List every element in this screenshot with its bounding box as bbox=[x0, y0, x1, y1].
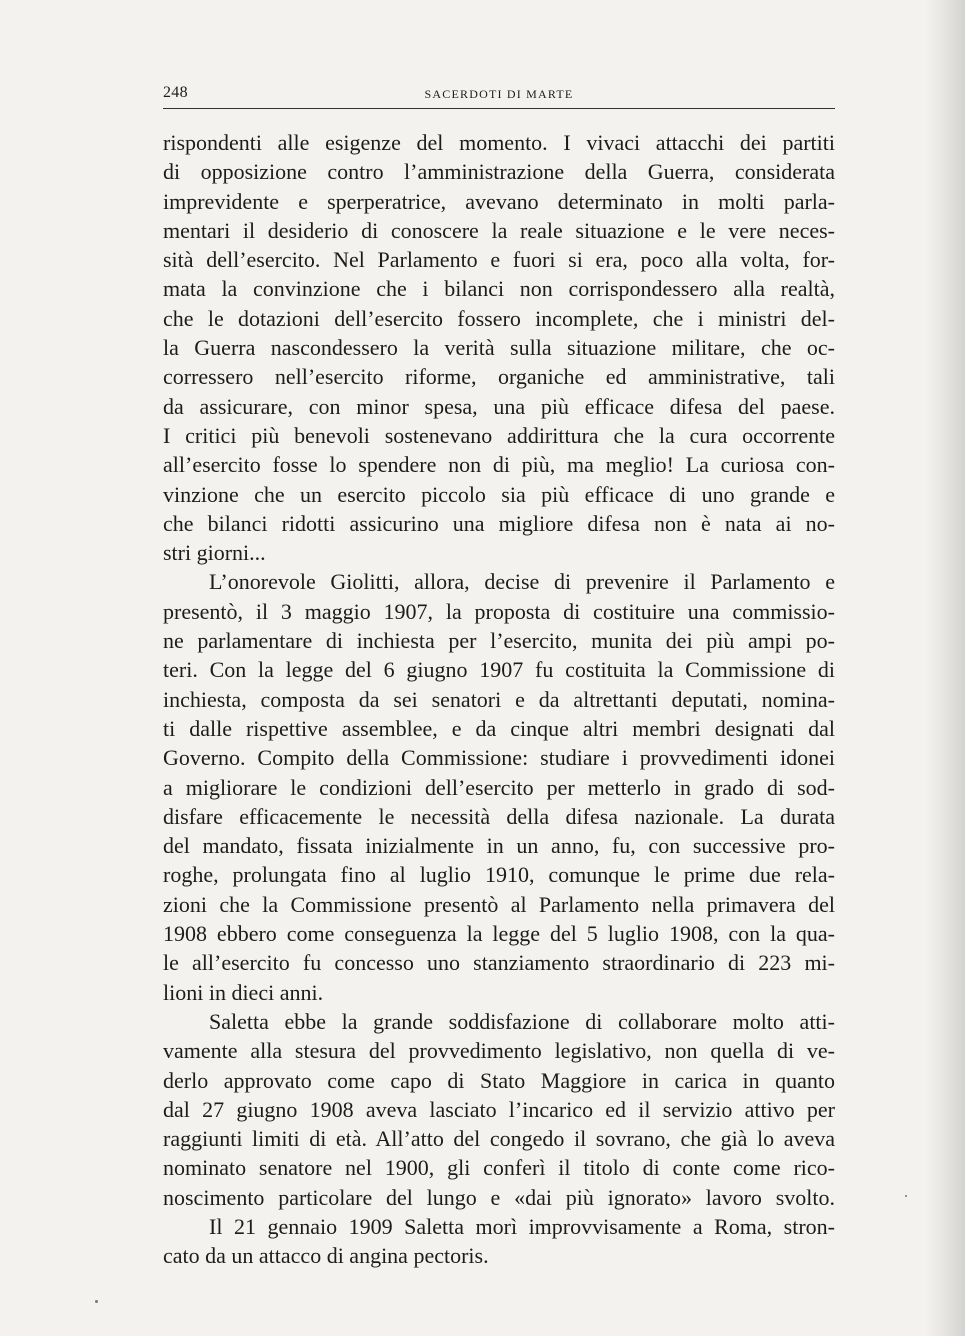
text-line: cato da un attacco di angina pectoris. bbox=[163, 1243, 489, 1269]
text-line: stri giorni... bbox=[163, 540, 266, 566]
text-line: presentò, il 3 maggio 1907, la proposta di costituire una commissio- bbox=[163, 598, 835, 624]
text-line: corressero nell’esercito riforme, organiche ed amministrative, tali bbox=[163, 364, 835, 390]
text-line: lioni in dieci anni. bbox=[163, 979, 324, 1005]
text-line: la Guerra nascondessero la verità sulla situazione militare, che oc- bbox=[163, 335, 835, 361]
text-line: dal 27 giugno 1908 aveva lasciato l’incarico ed il servizio attivo per bbox=[163, 1096, 835, 1122]
page-header bbox=[163, 84, 835, 109]
text-line: ti dalle rispettive assemblee, e da cinque altri membri designati dal bbox=[163, 715, 835, 741]
text-line: Saletta ebbe la grande soddisfazione di collaborare molto atti- bbox=[209, 1008, 835, 1034]
text-line: I critici più benevoli sostenevano addirittura che la cura occorrente bbox=[163, 422, 835, 448]
text-line: vamente alla stesura del provvedimento legislativo, non quella di ve- bbox=[163, 1038, 835, 1064]
text-line: che le dotazioni dell’esercito fossero incomplete, che i ministri del- bbox=[163, 305, 835, 331]
text-line: zioni che la Commissione presentò al Parlamento nella primavera del bbox=[163, 891, 835, 917]
paper-speck bbox=[905, 1195, 907, 1197]
body-text bbox=[163, 128, 835, 1271]
text-line: inchiesta, composta da sei senatori e da altrettanti deputati, nomina- bbox=[163, 686, 835, 712]
text-line: raggiunti limiti di età. All’atto del congedo il sovrano, che già lo aveva bbox=[163, 1126, 835, 1152]
text-line: disfare efficacemente le necessità della difesa nazionale. La durata bbox=[163, 803, 835, 829]
text-line: all’esercito fosse lo spendere non di più, ma meglio! La curiosa con- bbox=[163, 452, 835, 478]
text-line: a migliorare le condizioni dell’esercito per metterlo in grado di sod- bbox=[163, 774, 835, 800]
text-line: nominato senatore nel 1900, gli conferì il titolo di conte come rico- bbox=[163, 1155, 835, 1181]
text-line: 1908 ebbero come conseguenza la legge del 5 luglio 1908, con la qua- bbox=[163, 921, 835, 947]
text-line: del mandato, fissata inizialmente in un anno, fu, con successive pro- bbox=[163, 833, 835, 859]
text-line: teri. Con la legge del 6 giugno 1907 fu costituita la Commissione di bbox=[163, 657, 835, 683]
paper-speck bbox=[95, 1300, 98, 1303]
text-line: mata la convinzione che i bilanci non corrispondessero alla realtà, bbox=[163, 276, 835, 302]
text-line: sità dell’esercito. Nel Parlamento e fuori si era, poco alla volta, for- bbox=[163, 247, 835, 273]
text-line: derlo approvato come capo di Stato Maggiore in carica in quanto bbox=[163, 1067, 835, 1093]
text-line: L’onorevole Giolitti, allora, decise di prevenire il Parlamento e bbox=[209, 569, 835, 595]
text-line: le all’esercito fu concesso uno stanziamento straordinario di 223 mi- bbox=[163, 950, 835, 976]
page-number: 248 bbox=[163, 84, 188, 101]
text-line: vinzione che un esercito piccolo sia più efficace di uno grande e bbox=[163, 481, 835, 507]
running-title: SACERDOTI DI MARTE bbox=[424, 87, 574, 101]
text-line: da assicurare, con minor spesa, una più efficace difesa del paese. bbox=[163, 393, 835, 419]
text-line: che bilanci ridotti assicurino una migliore difesa non è nata ai no- bbox=[163, 510, 835, 536]
text-line: Governo. Compito della Commissione: studiare i provvedimenti idonei bbox=[163, 745, 835, 771]
text-line: ne parlamentare di inchiesta per l’esercito, munita dei più ampi po- bbox=[163, 628, 835, 654]
text-line: mentari il desiderio di conoscere la reale situazione e le vere neces- bbox=[163, 217, 835, 243]
text-line: di opposizione contro l’amministrazione della Guerra, considerata bbox=[163, 159, 835, 185]
text-line: Il 21 gennaio 1909 Saletta morì improvvisamente a Roma, stron- bbox=[209, 1213, 835, 1239]
text-line: noscimento particolare del lungo e «dai più ignorato» lavoro svolto. bbox=[163, 1184, 835, 1210]
text-line: roghe, prolungata fino al luglio 1910, comunque le prime due rela- bbox=[163, 862, 835, 888]
page-edge-shadow bbox=[925, 0, 965, 1336]
text-line: imprevidente e sperperatrice, avevano determinato in molti parla- bbox=[163, 188, 835, 214]
text-line: rispondenti alle esigenze del momento. I vivaci attacchi dei partiti bbox=[163, 130, 835, 155]
